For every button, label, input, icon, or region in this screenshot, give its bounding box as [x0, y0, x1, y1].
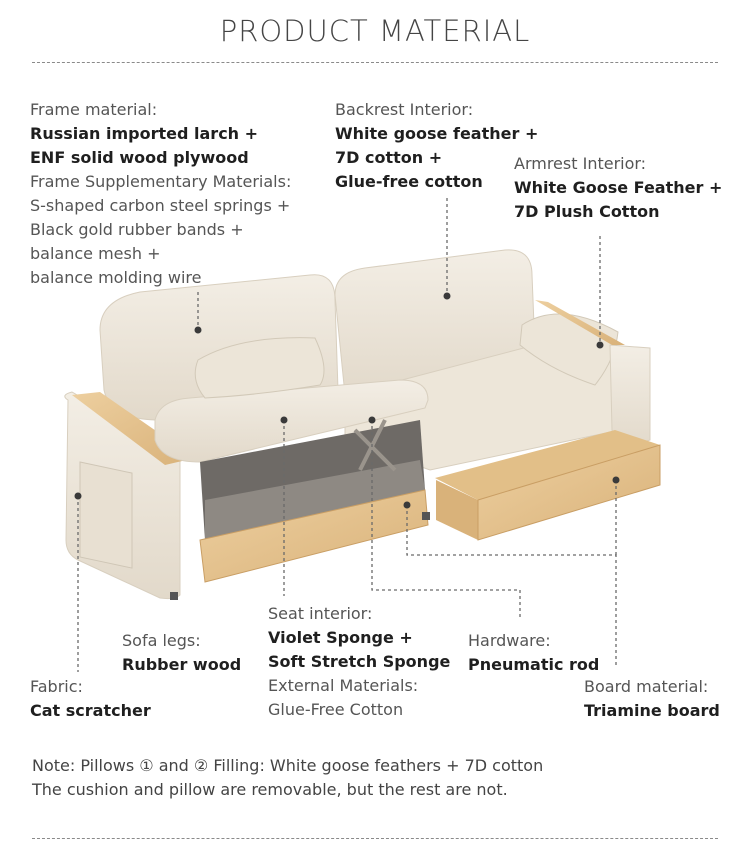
backrest-value-3: Glue-free cotton	[335, 172, 483, 191]
note-line-1: Note: Pillows ① and ② Filling: White goose feathers + 7D cotton	[32, 756, 544, 775]
note	[32, 754, 543, 802]
frame-supp-4: balance molding wire	[30, 268, 202, 287]
backrest-value-1: White goose feather +	[335, 124, 539, 143]
legs-label	[122, 629, 241, 677]
backrest-value-2: 7D cotton +	[335, 148, 443, 167]
fabric-value: Cat scratcher	[30, 701, 151, 720]
frame-value-1: Russian imported larch +	[30, 124, 259, 143]
board-value: Triamine board	[584, 701, 720, 720]
frame-key: Frame material:	[30, 100, 158, 119]
note-line-2: The cushion and pillow are removable, but the rest are not.	[32, 780, 508, 799]
fabric-key: Fabric:	[30, 677, 83, 696]
page-title: PRODUCT MATERIAL	[219, 14, 531, 48]
seat-label	[268, 602, 450, 722]
frame-supp-1: S-shaped carbon steel springs +	[30, 196, 291, 215]
hardware-value: Pneumatic rod	[468, 655, 600, 674]
hardware-label	[468, 629, 599, 677]
legs-key: Sofa legs:	[122, 631, 201, 650]
armrest-value-2: 7D Plush Cotton	[514, 202, 660, 221]
bottom-divider	[32, 838, 718, 839]
frame-supp-3: balance mesh +	[30, 244, 161, 263]
legs-value: Rubber wood	[122, 655, 242, 674]
armrest-value-1: White Goose Feather +	[514, 178, 723, 197]
seat-value-1: Violet Sponge +	[268, 628, 413, 647]
armrest-key: Armrest Interior:	[514, 154, 647, 173]
armrest-label	[514, 152, 722, 224]
seat-ext-value: Glue-Free Cotton	[268, 700, 404, 719]
backrest-label	[335, 98, 538, 194]
hardware-key: Hardware:	[468, 631, 551, 650]
armrest-pocket	[80, 462, 132, 568]
frame-supp-key: Frame Supplementary Materials:	[30, 172, 292, 191]
seat-ext-key: External Materials:	[268, 676, 419, 695]
seat-value-2: Soft Stretch Sponge	[268, 652, 451, 671]
fabric-label	[30, 675, 151, 723]
board-label	[584, 675, 720, 723]
seat-key: Seat interior:	[268, 604, 373, 623]
frame-supp-2: Black gold rubber bands +	[30, 220, 244, 239]
board-key: Board material:	[584, 677, 709, 696]
frame-value-2: ENF solid wood plywood	[30, 148, 249, 167]
frame-label	[30, 98, 291, 290]
backrest-key: Backrest Interior:	[335, 100, 474, 119]
